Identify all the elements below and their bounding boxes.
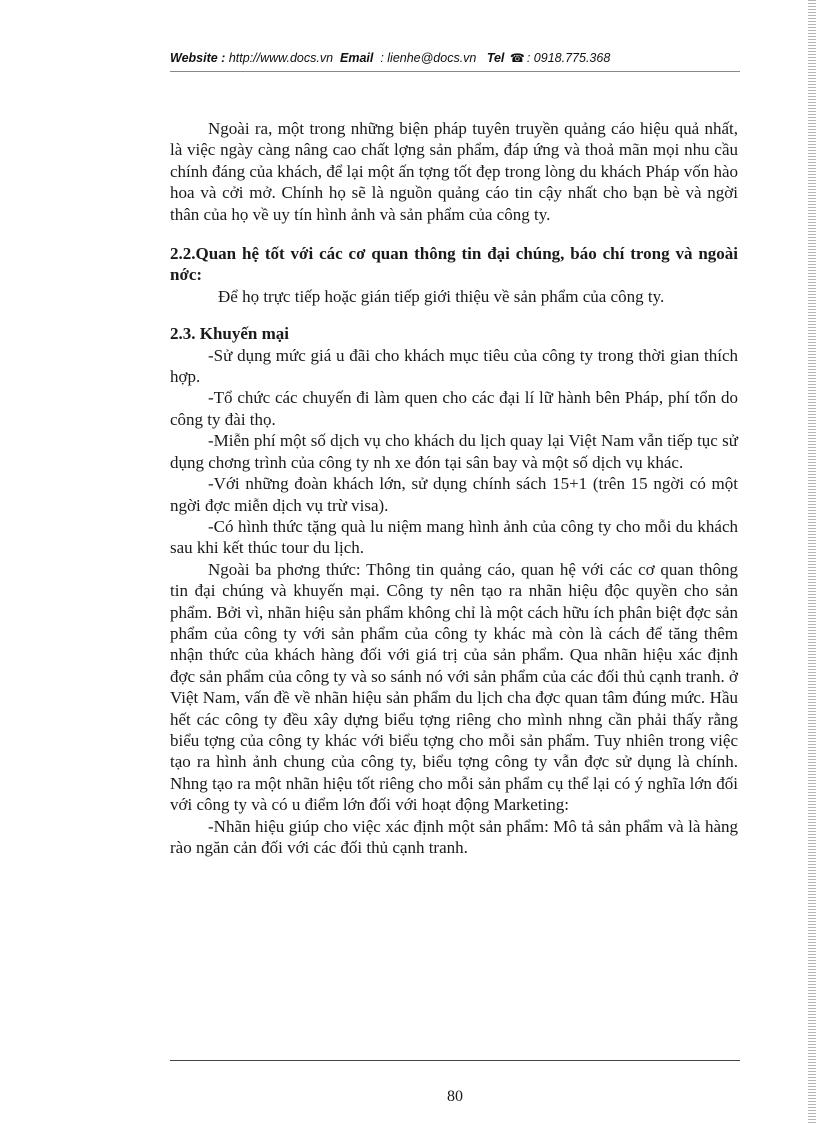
intro-paragraph: Ngoài ra, một trong những biện pháp tuyên truyền quảng cáo hiệu quả nhất, là việc ngày càng nâng cao chất lợng sản phẩm, đáp ứng và thoả mãn mọi nhu cầu chính đáng của khách, để lại một ấn tợng tốt đẹp trong lòng du khách Pháp vốn hào hoa và cởi mở. Chính họ sẽ là nguồn quảng cáo tin cậy nhất cho bạn bè và ngời thân của họ về uy tín hình ảnh và sản phẩm của công ty. xyxy=(170,119,738,224)
brand-item: -Nhãn hiệu giúp cho việc xác định một sản phẩm: Mô tả sản phẩm và là hàng rào ngăn cản đối với các đối thủ cạnh tranh. xyxy=(170,816,738,857)
promo-item: -Miễn phí một số dịch vụ cho khách du lịch quay lại Việt Nam vẫn tiếp tục sử dụng chơng trình của công ty nh xe đón tại sân bay và một số dịch vụ khác. xyxy=(170,431,738,472)
email-value: : lienhe@docs.vn xyxy=(380,51,477,65)
promo-item: -Có hình thức tặng quà lu niệm mang hình ảnh của công ty cho mỗi du khách sau khi kết thúc tour du lịch. xyxy=(170,516,738,558)
footer-divider xyxy=(170,1060,740,1061)
website-label: Website : xyxy=(170,51,226,65)
section-2-2-heading: 2.2.Quan hệ tốt với các cơ quan thông tin đại chúng, báo chí trong và ngoài nớc: xyxy=(170,244,738,285)
page-edge-shadow xyxy=(808,0,816,1123)
email-label: Email xyxy=(340,51,374,65)
page-number: 80 xyxy=(447,1088,463,1105)
spacer xyxy=(170,307,738,323)
promo-item: -Sử dụng mức giá u đãi cho khách mục tiêu của công ty trong thời gian thích hợp. xyxy=(170,345,738,387)
promo-item: -Với những đoàn khách lớn, sử dụng chính sách 15+1 (trên 15 ngời có một ngời đợc miễn dịch vụ trừ visa). xyxy=(170,474,738,515)
tel-value: : 0918.775.368 xyxy=(526,51,611,65)
header-divider xyxy=(170,71,740,72)
section-2-3-heading: 2.3. Khuyến mại xyxy=(170,324,290,344)
website-url: http://www.docs.vn xyxy=(228,51,334,65)
page-body xyxy=(170,118,738,858)
promo-item: -Tổ chức các chuyến đi làm quen cho các đại lí lữ hành bên Pháp, phí tổn do công ty đài thọ. xyxy=(170,388,738,429)
tel-label: Tel xyxy=(486,51,505,65)
brand-paragraph: Ngoài ba phơng thức: Thông tin quảng cáo, quan hệ với các cơ quan thông tin đại chúng và khuyến mại. Công ty nên tạo ra nhãn hiệu độc quyền cho sản phẩm. Bởi vì, nhãn hiệu sản phẩm không chỉ là một cách hữu ích phân biệt đợc sản phẩm của công ty với sản phẩm của công ty khác mà còn là cách để tăng thêm nhận thức của khách hàng đối với giá trị của sản phẩm. Qua nhãn hiệu xác định đợc sản phẩm của công ty và so sánh nó với sản phẩm của các đối thủ cạnh tranh. ở Việt Nam, vấn đề về nhãn hiệu sản phẩm du lịch cha đợc quan tâm đúng mức. Hầu hết các công ty đều xây dựng biểu tợng riêng cho mình nhng cần phải thấy rằng biểu tợng của công ty khác với biểu tợng cho mỗi sản phẩm. Tuy nhiên trong việc tạo ra hình ảnh chung của công ty, biểu tợng công ty vẫn đợc sử dụng là chính. Nhng tạo ra một nhãn hiệu tốt riêng cho mỗi sản phẩm cụ thể lại có ý nghĩa lớn đối với công ty và có u điểm lớn đối với hoạt động Marketing: xyxy=(170,559,738,815)
page-header xyxy=(170,51,740,65)
spacer xyxy=(170,225,738,243)
section-2-2-text: Để họ trực tiếp hoặc gián tiếp giới thiệu về sản phẩm của công ty. xyxy=(218,286,665,306)
phone-icon: ☎ xyxy=(509,51,525,65)
